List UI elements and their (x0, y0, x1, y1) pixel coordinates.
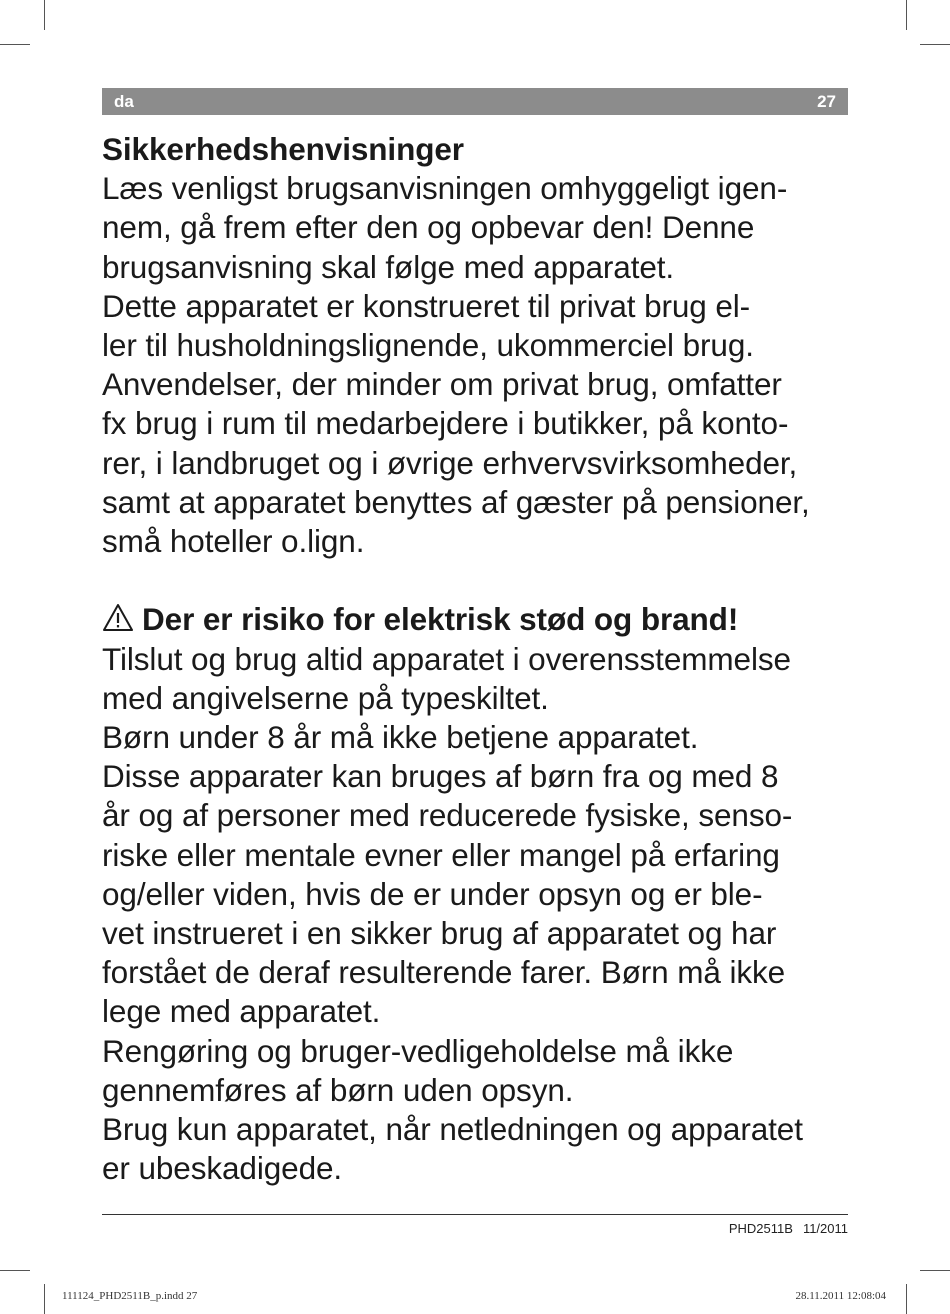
text-line: Brug kun apparatet, når netledningen og apparatet (102, 1111, 803, 1148)
crop-mark (0, 1270, 30, 1271)
text-line: fx brug i rum til medarbejdere i butikker, på konto- (102, 405, 789, 442)
warning-heading-text: Der er risiko for elektrisk stød og brand! (142, 601, 739, 638)
text-line: samt at apparatet benyttes af gæster på pensioner, (102, 483, 810, 520)
crop-mark (906, 0, 907, 30)
paragraph-spacer (102, 561, 854, 600)
text-line: forstået de deraf resulterende farer. Børn må ikke (102, 954, 786, 991)
crop-mark (906, 1284, 907, 1314)
footer-model-info (729, 1221, 848, 1236)
crop-mark (920, 1270, 950, 1271)
text-line: med angivelserne på typeskiltet. (102, 679, 549, 716)
text-line: vet instrueret i en sikker brug af apparatet og har (102, 915, 777, 952)
text-line: lege med apparatet. (102, 993, 381, 1030)
text-line: Børn under 8 år må ikke betjene apparatet. (102, 719, 699, 756)
crop-mark (920, 44, 950, 45)
text-line: små hoteller o.lign. (102, 523, 365, 560)
text-line: gennemføres af børn uden opsyn. (102, 1071, 574, 1108)
print-slug-file: 111124_PHD2511B_p.indd 27 (62, 1290, 198, 1302)
text-line: er ubeskadigede. (102, 1150, 343, 1187)
document-body (102, 130, 854, 1188)
page-number: 27 (817, 91, 836, 111)
section-title: Sikkerhedshenvisninger (102, 131, 464, 167)
crop-mark (44, 1284, 45, 1314)
model-number: PHD2511B (728, 1221, 793, 1236)
footer-divider (102, 1214, 848, 1215)
text-line: riske eller mentale evner eller mangel på erfaring (102, 836, 780, 873)
page-header-bar (102, 88, 848, 115)
text-line: Dette apparatet er konstrueret til privat brug el- (102, 287, 751, 324)
crop-mark (0, 44, 30, 45)
warning-triangle-icon (102, 603, 134, 633)
text-line: nem, gå frem efter den og opbevar den! Denne (102, 209, 755, 246)
language-code: da (114, 91, 134, 111)
text-line: rer, i landbruget og i øvrige erhvervsvirksomheder, (102, 444, 798, 481)
edition-date: 11/2011 (802, 1221, 848, 1236)
warning-paragraph (102, 640, 854, 1189)
warning-heading (102, 600, 854, 639)
intro-paragraph (102, 169, 854, 561)
print-slug-timestamp: 28.11.2011 12:08:04 (795, 1290, 886, 1302)
text-line: Anvendelser, der minder om privat brug, omfatter (102, 366, 782, 403)
text-line: Tilslut og brug altid apparatet i overensstemmelse (102, 640, 791, 677)
text-line: Læs venligst brugsanvisningen omhyggeligt igen- (102, 170, 788, 207)
text-line: og/eller viden, hvis de er under opsyn og er ble- (102, 875, 763, 912)
text-line: år og af personer med reducerede fysiske, senso- (102, 797, 793, 834)
crop-mark (44, 0, 45, 30)
text-line: Disse apparater kan bruges af børn fra og med 8 (102, 758, 779, 795)
text-line: ler til husholdningslignende, ukommerciel brug. (102, 327, 754, 364)
text-line: brugsanvisning skal følge med apparatet. (102, 248, 675, 285)
text-line: Rengøring og bruger-vedligeholdelse må ikke (102, 1032, 734, 1069)
